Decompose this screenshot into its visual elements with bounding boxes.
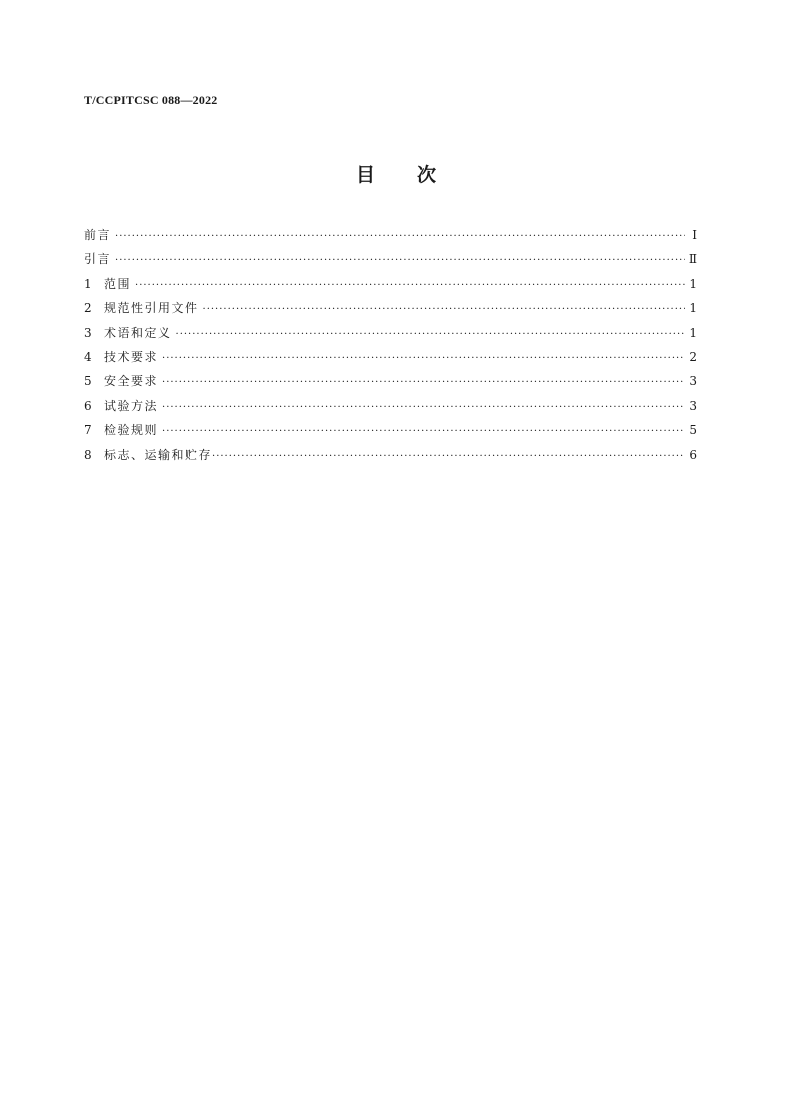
toc-leader-dots	[176, 329, 685, 340]
toc-entry-label: 安全要求	[104, 374, 159, 389]
toc-entry-terms-definitions[interactable]	[84, 324, 697, 348]
toc-entry-label: 引言	[84, 252, 112, 267]
toc-entry-label: 范围	[104, 276, 132, 291]
toc-entry-number: 4	[84, 349, 92, 364]
toc-leader-dots	[203, 304, 685, 315]
toc-entry-page: 1	[689, 301, 697, 316]
toc-entry-label: 规范性引用文件	[104, 301, 199, 316]
toc-entry-number: 7	[84, 423, 92, 438]
toc-entry-label: 试验方法	[104, 398, 159, 413]
standard-code: T/CCPITCSC 088—2022	[84, 93, 218, 107]
toc-entry-foreword[interactable]	[84, 226, 697, 250]
toc-entry-label: 检验规则	[104, 423, 159, 438]
toc-entry-safety-requirements[interactable]	[84, 372, 697, 396]
toc-entry-marking-transport-storage[interactable]	[84, 446, 697, 470]
page-title: 目次	[355, 164, 478, 186]
toc-entry-label: 标志、运输和贮存	[104, 447, 213, 462]
toc-entry-number: 5	[84, 374, 92, 389]
toc-entry-test-methods[interactable]	[84, 397, 697, 421]
toc-leader-dots	[212, 451, 685, 462]
toc-entry-scope[interactable]	[84, 275, 697, 299]
toc-entry-label: 前言	[84, 228, 112, 242]
toc-entry-introduction[interactable]	[84, 250, 697, 274]
toc-entry-technical-requirements[interactable]	[84, 348, 697, 372]
toc-leader-dots	[162, 377, 685, 388]
toc-entry-page: 1	[689, 325, 697, 340]
toc-leader-dots	[135, 280, 685, 291]
toc-entry-number: 6	[84, 398, 92, 413]
toc-entry-page: Ⅱ	[688, 252, 697, 267]
toc-entry-number: 8	[84, 447, 92, 462]
toc-entry-page: 2	[689, 349, 697, 364]
toc-entry-inspection-rules[interactable]	[84, 421, 697, 445]
toc-leader-dots	[162, 402, 685, 413]
toc-entry-normative-references[interactable]	[84, 299, 697, 323]
toc-entry-page: 6	[689, 447, 697, 462]
toc-entry-number: 3	[84, 325, 92, 340]
toc-entry-page: 1	[689, 276, 697, 291]
toc-entry-number: 1	[84, 276, 92, 291]
table-of-contents	[84, 226, 697, 470]
toc-entry-page: Ⅰ	[692, 228, 697, 242]
toc-leader-dots	[162, 353, 685, 364]
toc-entry-page: 3	[689, 374, 697, 389]
toc-leader-dots	[115, 255, 685, 266]
toc-entry-label: 术语和定义	[104, 325, 172, 340]
toc-entry-page: 3	[689, 398, 697, 413]
toc-leader-dots	[162, 426, 685, 437]
toc-leader-dots	[115, 231, 685, 242]
toc-entry-number: 2	[84, 301, 92, 316]
toc-entry-label: 技术要求	[104, 349, 159, 364]
toc-entry-page: 5	[689, 423, 697, 438]
